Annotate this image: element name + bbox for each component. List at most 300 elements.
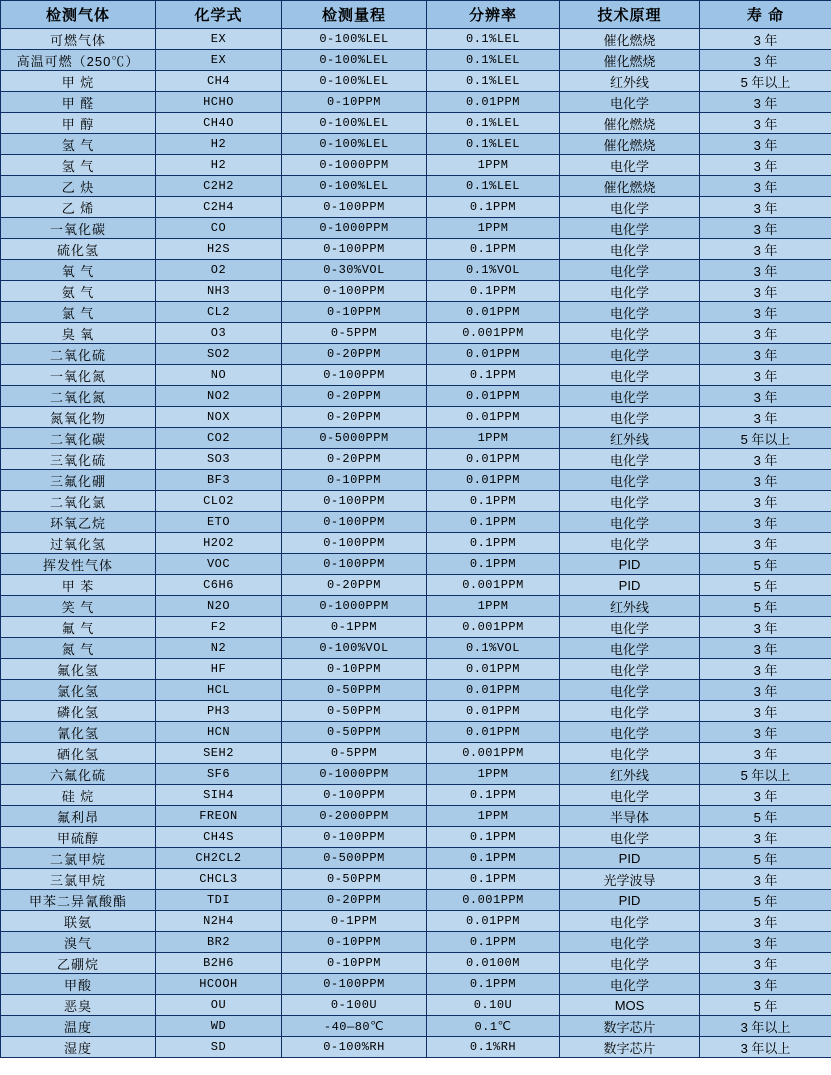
cell-gas: 臭 氧 [1, 323, 156, 344]
table-row [1, 176, 831, 197]
table-row [1, 953, 831, 974]
cell-resolution: 0.01PPM [427, 449, 560, 470]
cell-formula: BR2 [156, 932, 282, 953]
cell-principle: 电化学 [560, 491, 700, 512]
table-row [1, 1037, 831, 1058]
cell-lifetime: 5 年 [700, 554, 831, 575]
cell-principle: 电化学 [560, 197, 700, 218]
cell-principle: 催化燃烧 [560, 50, 700, 71]
cell-range: 0-20PPM [282, 407, 427, 428]
cell-lifetime: 3 年 [700, 869, 831, 890]
cell-range: 0-20PPM [282, 344, 427, 365]
cell-resolution: 0.01PPM [427, 911, 560, 932]
cell-formula: N2O [156, 596, 282, 617]
cell-gas: 硒化氢 [1, 743, 156, 764]
cell-range: 0-100PPM [282, 512, 427, 533]
cell-formula: HF [156, 659, 282, 680]
cell-gas: 甲 烷 [1, 71, 156, 92]
cell-gas: 氮 气 [1, 638, 156, 659]
cell-principle: 催化燃烧 [560, 134, 700, 155]
cell-resolution: 0.01PPM [427, 722, 560, 743]
cell-principle: 催化燃烧 [560, 176, 700, 197]
cell-resolution: 0.01PPM [427, 680, 560, 701]
cell-lifetime: 3 年 [700, 197, 831, 218]
cell-formula: EX [156, 50, 282, 71]
cell-lifetime: 5 年 [700, 890, 831, 911]
cell-resolution: 0.1%LEL [427, 113, 560, 134]
cell-gas: 三氟化硼 [1, 470, 156, 491]
cell-resolution: 0.1%LEL [427, 50, 560, 71]
column-header-principle: 技术原理 [560, 1, 700, 29]
cell-formula: BF3 [156, 470, 282, 491]
table-row [1, 470, 831, 491]
cell-range: 0-2000PPM [282, 806, 427, 827]
cell-range: 0-100PPM [282, 974, 427, 995]
cell-formula: CO [156, 218, 282, 239]
cell-gas: 甲 醛 [1, 92, 156, 113]
cell-range: 0-100%LEL [282, 113, 427, 134]
cell-formula: C6H6 [156, 575, 282, 596]
table-row [1, 239, 831, 260]
cell-resolution: 1PPM [427, 218, 560, 239]
cell-range: 0-100PPM [282, 827, 427, 848]
cell-range: 0-100%LEL [282, 29, 427, 50]
table-row [1, 806, 831, 827]
cell-range: 0-5000PPM [282, 428, 427, 449]
cell-lifetime: 3 年 [700, 659, 831, 680]
cell-resolution: 0.1PPM [427, 554, 560, 575]
cell-range: -40—80℃ [282, 1016, 427, 1037]
cell-resolution: 1PPM [427, 764, 560, 785]
cell-gas: 二氧化碳 [1, 428, 156, 449]
table-row [1, 386, 831, 407]
table-row [1, 659, 831, 680]
cell-lifetime: 3 年 [700, 260, 831, 281]
cell-lifetime: 3 年 [700, 29, 831, 50]
table-row [1, 428, 831, 449]
cell-gas: 温度 [1, 1016, 156, 1037]
table-row [1, 848, 831, 869]
cell-formula: TDI [156, 890, 282, 911]
cell-gas: 过氧化氢 [1, 533, 156, 554]
cell-gas: 二氯甲烷 [1, 848, 156, 869]
cell-lifetime: 3 年 [700, 386, 831, 407]
cell-lifetime: 3 年以上 [700, 1037, 831, 1058]
cell-lifetime: 3 年 [700, 176, 831, 197]
cell-formula: NO2 [156, 386, 282, 407]
cell-formula: CH2CL2 [156, 848, 282, 869]
table-row [1, 890, 831, 911]
cell-principle: 电化学 [560, 785, 700, 806]
cell-gas: 联氨 [1, 911, 156, 932]
cell-gas: 甲 醇 [1, 113, 156, 134]
cell-range: 0-100%LEL [282, 134, 427, 155]
cell-gas: 三氧化硫 [1, 449, 156, 470]
cell-range: 0-50PPM [282, 869, 427, 890]
cell-principle: 电化学 [560, 911, 700, 932]
cell-gas: 恶臭 [1, 995, 156, 1016]
cell-gas: 乙 炔 [1, 176, 156, 197]
cell-resolution: 0.1%VOL [427, 260, 560, 281]
cell-gas: 甲硫醇 [1, 827, 156, 848]
cell-range: 0-100PPM [282, 281, 427, 302]
cell-principle: 电化学 [560, 281, 700, 302]
table-row [1, 638, 831, 659]
table-header-row [1, 1, 831, 29]
cell-gas: 氰化氢 [1, 722, 156, 743]
cell-range: 0-1PPM [282, 617, 427, 638]
cell-range: 0-100%VOL [282, 638, 427, 659]
cell-gas: 乙硼烷 [1, 953, 156, 974]
cell-range: 0-10PPM [282, 92, 427, 113]
cell-range: 0-5PPM [282, 323, 427, 344]
cell-lifetime: 3 年以上 [700, 1016, 831, 1037]
cell-lifetime: 3 年 [700, 92, 831, 113]
cell-formula: HCOOH [156, 974, 282, 995]
cell-range: 0-10PPM [282, 302, 427, 323]
table-row [1, 575, 831, 596]
cell-gas: 硅 烷 [1, 785, 156, 806]
cell-principle: PID [560, 890, 700, 911]
cell-gas: 乙 烯 [1, 197, 156, 218]
cell-lifetime: 5 年以上 [700, 764, 831, 785]
cell-formula: HCL [156, 680, 282, 701]
cell-principle: 红外线 [560, 428, 700, 449]
cell-formula: ETO [156, 512, 282, 533]
cell-formula: CH4 [156, 71, 282, 92]
cell-resolution: 0.01PPM [427, 92, 560, 113]
cell-principle: PID [560, 848, 700, 869]
table-row [1, 155, 831, 176]
cell-lifetime: 3 年 [700, 50, 831, 71]
cell-principle: 电化学 [560, 743, 700, 764]
cell-principle: 电化学 [560, 953, 700, 974]
table-row [1, 995, 831, 1016]
cell-gas: 氮氧化物 [1, 407, 156, 428]
cell-formula: CL2 [156, 302, 282, 323]
cell-gas: 二氧化硫 [1, 344, 156, 365]
cell-range: 0-50PPM [282, 680, 427, 701]
table-header [1, 1, 831, 29]
table-row [1, 50, 831, 71]
cell-principle: 光学波导 [560, 869, 700, 890]
cell-resolution: 0.1PPM [427, 785, 560, 806]
cell-formula: NOX [156, 407, 282, 428]
table-row [1, 932, 831, 953]
cell-gas: 氧 气 [1, 260, 156, 281]
cell-gas: 三氯甲烷 [1, 869, 156, 890]
cell-principle: 红外线 [560, 71, 700, 92]
cell-lifetime: 3 年 [700, 470, 831, 491]
cell-principle: PID [560, 554, 700, 575]
cell-lifetime: 3 年 [700, 407, 831, 428]
cell-lifetime: 5 年 [700, 848, 831, 869]
cell-formula: NH3 [156, 281, 282, 302]
cell-formula: SO3 [156, 449, 282, 470]
cell-resolution: 1PPM [427, 806, 560, 827]
table-row [1, 722, 831, 743]
cell-range: 0-100%LEL [282, 176, 427, 197]
cell-lifetime: 3 年 [700, 533, 831, 554]
cell-lifetime: 3 年 [700, 911, 831, 932]
cell-gas: 挥发性气体 [1, 554, 156, 575]
cell-principle: 电化学 [560, 365, 700, 386]
cell-resolution: 0.01PPM [427, 344, 560, 365]
table-row [1, 764, 831, 785]
table-row [1, 533, 831, 554]
table-row [1, 113, 831, 134]
cell-formula: HCN [156, 722, 282, 743]
cell-resolution: 0.1%LEL [427, 29, 560, 50]
cell-resolution: 0.001PPM [427, 575, 560, 596]
cell-range: 0-100%LEL [282, 71, 427, 92]
cell-range: 0-100PPM [282, 533, 427, 554]
cell-lifetime: 3 年 [700, 449, 831, 470]
cell-principle: 电化学 [560, 722, 700, 743]
cell-range: 0-10PPM [282, 932, 427, 953]
cell-gas: 高温可燃（250℃） [1, 50, 156, 71]
cell-formula: H2S [156, 239, 282, 260]
cell-resolution: 0.01PPM [427, 659, 560, 680]
column-header-range: 检测量程 [282, 1, 427, 29]
table-row [1, 344, 831, 365]
cell-formula: CH4S [156, 827, 282, 848]
cell-formula: C2H2 [156, 176, 282, 197]
cell-resolution: 0.1%VOL [427, 638, 560, 659]
cell-gas: 硫化氢 [1, 239, 156, 260]
cell-lifetime: 5 年以上 [700, 428, 831, 449]
cell-principle: 数字芯片 [560, 1037, 700, 1058]
cell-lifetime: 3 年 [700, 974, 831, 995]
cell-resolution: 0.1%LEL [427, 176, 560, 197]
cell-lifetime: 3 年 [700, 722, 831, 743]
cell-resolution: 0.1PPM [427, 239, 560, 260]
table-row [1, 680, 831, 701]
cell-formula: CHCL3 [156, 869, 282, 890]
cell-formula: CLO2 [156, 491, 282, 512]
table-row [1, 974, 831, 995]
cell-formula: H2 [156, 134, 282, 155]
cell-gas: 一氧化氮 [1, 365, 156, 386]
cell-resolution: 0.001PPM [427, 743, 560, 764]
cell-resolution: 1PPM [427, 596, 560, 617]
cell-formula: C2H4 [156, 197, 282, 218]
cell-lifetime: 3 年 [700, 743, 831, 764]
cell-resolution: 1PPM [427, 155, 560, 176]
table-row [1, 491, 831, 512]
cell-gas: 磷化氢 [1, 701, 156, 722]
cell-resolution: 0.1PPM [427, 512, 560, 533]
table-row [1, 92, 831, 113]
cell-lifetime: 3 年 [700, 365, 831, 386]
cell-resolution: 0.001PPM [427, 617, 560, 638]
cell-principle: 电化学 [560, 302, 700, 323]
cell-range: 0-1000PPM [282, 764, 427, 785]
cell-principle: 电化学 [560, 92, 700, 113]
table-row [1, 197, 831, 218]
cell-resolution: 0.1PPM [427, 533, 560, 554]
cell-principle: 电化学 [560, 680, 700, 701]
cell-resolution: 1PPM [427, 428, 560, 449]
cell-lifetime: 5 年 [700, 596, 831, 617]
cell-resolution: 0.1PPM [427, 974, 560, 995]
table-row [1, 260, 831, 281]
cell-formula: SO2 [156, 344, 282, 365]
cell-gas: 甲酸 [1, 974, 156, 995]
table-row [1, 71, 831, 92]
cell-resolution: 0.001PPM [427, 323, 560, 344]
cell-lifetime: 3 年 [700, 701, 831, 722]
cell-resolution: 0.1PPM [427, 281, 560, 302]
cell-principle: 红外线 [560, 596, 700, 617]
cell-principle: 电化学 [560, 827, 700, 848]
cell-formula: OU [156, 995, 282, 1016]
cell-principle: 电化学 [560, 638, 700, 659]
cell-principle: 电化学 [560, 932, 700, 953]
cell-principle: 电化学 [560, 344, 700, 365]
cell-principle: 电化学 [560, 386, 700, 407]
cell-gas: 氯 气 [1, 302, 156, 323]
cell-lifetime: 3 年 [700, 953, 831, 974]
cell-principle: 电化学 [560, 533, 700, 554]
cell-formula: CH4O [156, 113, 282, 134]
cell-gas: 二氧化氮 [1, 386, 156, 407]
cell-range: 0-20PPM [282, 386, 427, 407]
table-row [1, 281, 831, 302]
cell-principle: 半导体 [560, 806, 700, 827]
cell-range: 0-100PPM [282, 239, 427, 260]
cell-lifetime: 3 年 [700, 932, 831, 953]
cell-range: 0-100PPM [282, 491, 427, 512]
cell-formula: N2H4 [156, 911, 282, 932]
cell-lifetime: 3 年 [700, 302, 831, 323]
table-row [1, 701, 831, 722]
cell-resolution: 0.01PPM [427, 386, 560, 407]
cell-resolution: 0.001PPM [427, 890, 560, 911]
cell-principle: 催化燃烧 [560, 113, 700, 134]
cell-formula: CO2 [156, 428, 282, 449]
table-row [1, 29, 831, 50]
cell-resolution: 0.1PPM [427, 365, 560, 386]
table-row [1, 302, 831, 323]
cell-range: 0-1000PPM [282, 155, 427, 176]
cell-lifetime: 3 年 [700, 281, 831, 302]
cell-formula: FREON [156, 806, 282, 827]
cell-principle: 电化学 [560, 470, 700, 491]
cell-range: 0-100PPM [282, 197, 427, 218]
cell-resolution: 0.01PPM [427, 470, 560, 491]
cell-resolution: 0.1%RH [427, 1037, 560, 1058]
cell-lifetime: 5 年 [700, 995, 831, 1016]
cell-resolution: 0.1PPM [427, 932, 560, 953]
cell-lifetime: 3 年 [700, 491, 831, 512]
column-header-gas: 检测气体 [1, 1, 156, 29]
cell-lifetime: 3 年 [700, 827, 831, 848]
cell-lifetime: 3 年 [700, 785, 831, 806]
cell-range: 0-30%VOL [282, 260, 427, 281]
cell-resolution: 0.1PPM [427, 827, 560, 848]
table-row [1, 134, 831, 155]
cell-lifetime: 3 年 [700, 323, 831, 344]
cell-principle: 催化燃烧 [560, 29, 700, 50]
cell-lifetime: 3 年 [700, 680, 831, 701]
cell-range: 0-50PPM [282, 701, 427, 722]
cell-range: 0-100%RH [282, 1037, 427, 1058]
cell-gas: 氯化氢 [1, 680, 156, 701]
cell-resolution: 0.1PPM [427, 848, 560, 869]
column-header-formula: 化学式 [156, 1, 282, 29]
table-row [1, 323, 831, 344]
cell-lifetime: 3 年 [700, 512, 831, 533]
table-row [1, 596, 831, 617]
column-header-lifetime: 寿 命 [700, 1, 831, 29]
cell-formula: O2 [156, 260, 282, 281]
table-row [1, 785, 831, 806]
cell-gas: 氨 气 [1, 281, 156, 302]
cell-resolution: 0.1%LEL [427, 71, 560, 92]
table-row [1, 365, 831, 386]
cell-resolution: 0.0100M [427, 953, 560, 974]
cell-range: 0-20PPM [282, 890, 427, 911]
cell-range: 0-50PPM [282, 722, 427, 743]
cell-principle: 电化学 [560, 512, 700, 533]
cell-formula: EX [156, 29, 282, 50]
cell-resolution: 0.1PPM [427, 197, 560, 218]
table-row [1, 743, 831, 764]
cell-principle: 电化学 [560, 617, 700, 638]
cell-range: 0-10PPM [282, 659, 427, 680]
cell-principle: 电化学 [560, 323, 700, 344]
cell-range: 0-100PPM [282, 554, 427, 575]
cell-gas: 湿度 [1, 1037, 156, 1058]
cell-formula: SD [156, 1037, 282, 1058]
cell-gas: 氢 气 [1, 155, 156, 176]
cell-range: 0-5PPM [282, 743, 427, 764]
cell-principle: 电化学 [560, 218, 700, 239]
cell-resolution: 0.1PPM [427, 869, 560, 890]
cell-principle: 电化学 [560, 974, 700, 995]
cell-formula: HCHO [156, 92, 282, 113]
cell-resolution: 0.01PPM [427, 701, 560, 722]
cell-principle: 电化学 [560, 260, 700, 281]
table-row [1, 218, 831, 239]
table-row [1, 869, 831, 890]
cell-range: 0-20PPM [282, 575, 427, 596]
cell-formula: O3 [156, 323, 282, 344]
cell-gas: 氟化氢 [1, 659, 156, 680]
cell-lifetime: 3 年 [700, 218, 831, 239]
cell-principle: 电化学 [560, 407, 700, 428]
cell-gas: 甲 苯 [1, 575, 156, 596]
cell-principle: 电化学 [560, 239, 700, 260]
cell-gas: 一氧化碳 [1, 218, 156, 239]
cell-principle: 电化学 [560, 155, 700, 176]
cell-resolution: 0.01PPM [427, 407, 560, 428]
cell-lifetime: 3 年 [700, 239, 831, 260]
cell-formula: H2O2 [156, 533, 282, 554]
cell-resolution: 0.10U [427, 995, 560, 1016]
table-row [1, 911, 831, 932]
table-row [1, 449, 831, 470]
cell-formula: B2H6 [156, 953, 282, 974]
cell-formula: VOC [156, 554, 282, 575]
column-header-resolution: 分辨率 [427, 1, 560, 29]
cell-principle: 电化学 [560, 659, 700, 680]
cell-range: 0-10PPM [282, 953, 427, 974]
cell-formula: PH3 [156, 701, 282, 722]
cell-range: 0-100%LEL [282, 50, 427, 71]
cell-gas: 六氟化硫 [1, 764, 156, 785]
